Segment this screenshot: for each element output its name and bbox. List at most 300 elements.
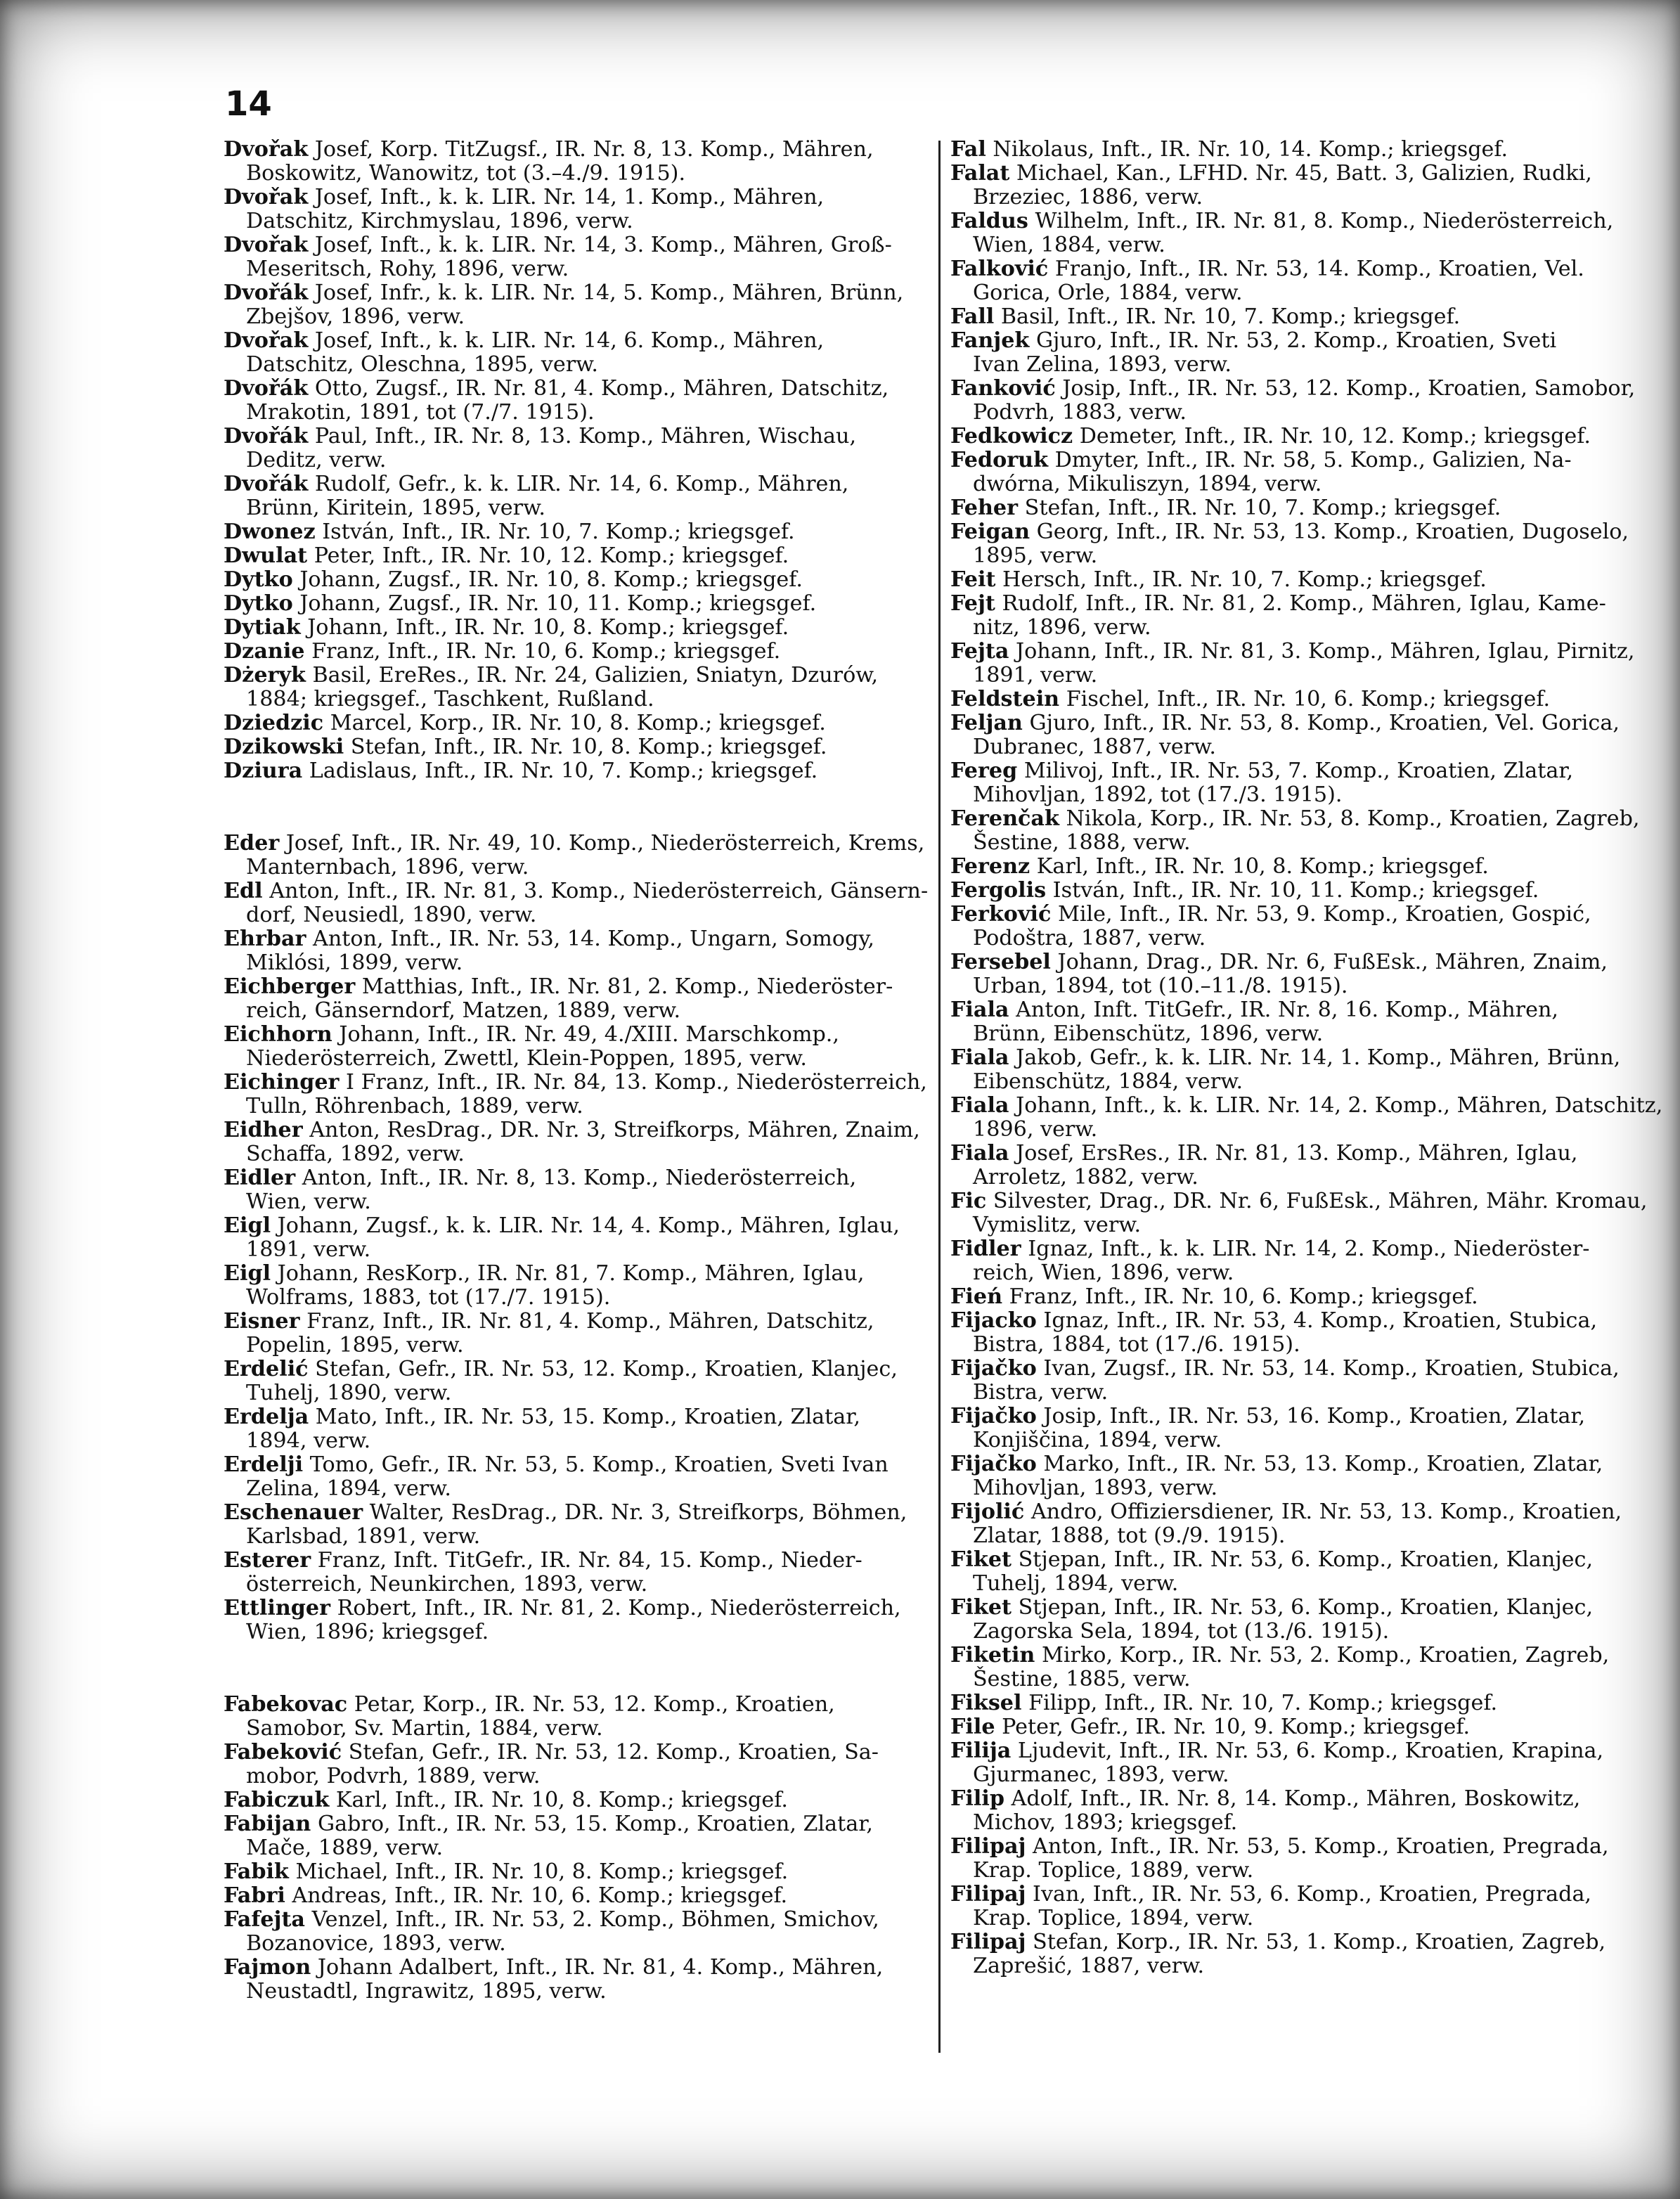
- entry-surname: Fijolić: [950, 1500, 1025, 1524]
- entry-surname: Fedkowicz: [950, 424, 1073, 449]
- entry-text: Gjuro, Inft., IR. Nr. 53, 2. Komp., Kroatien, Sveti: [1029, 328, 1557, 353]
- entry-first-line: [950, 688, 1653, 711]
- directory-entry: [224, 1884, 926, 1908]
- entry-first-line: [950, 950, 1653, 974]
- entry-surname: Filija: [950, 1739, 1012, 1763]
- directory-entry: [950, 1548, 1653, 1596]
- directory-entry: [950, 1093, 1663, 1142]
- directory-entry: [950, 1715, 1653, 1739]
- directory-entry: [224, 664, 926, 711]
- right-column: [950, 137, 1663, 1978]
- entry-surname: Filip: [950, 1786, 1004, 1811]
- entry-continuation-line: Podoštra, 1887, verw.: [973, 926, 1206, 950]
- directory-entry: [950, 950, 1653, 998]
- directory-entry: [224, 568, 926, 592]
- entry-text: Venzel, Inft., IR. Nr. 53, 2. Komp., Böhmen, Smichov,: [304, 1907, 879, 1932]
- entry-surname: Fabik: [224, 1859, 289, 1884]
- directory-entry: [224, 1453, 926, 1501]
- entry-surname: Fafejta: [224, 1907, 305, 1932]
- entry-text: Georg, Inft., IR. Nr. 53, 13. Komp., Kroatien, Dugoselo,: [1030, 520, 1629, 544]
- entry-first-line: [224, 1812, 926, 1836]
- directory-entry: [224, 1597, 926, 1644]
- entry-first-line: [224, 1908, 926, 1932]
- entry-continuation-line: Zagorska Sela, 1894, tot (13./6. 1915).: [973, 1619, 1390, 1644]
- entry-text: Marcel, Korp., IR. Nr. 10, 8. Komp.; kriegsgef.: [323, 711, 826, 735]
- entry-continuation-line: Wolframs, 1883, tot (17./7. 1915).: [246, 1285, 611, 1310]
- entry-first-line: [224, 1693, 926, 1717]
- entry-first-line: [224, 425, 926, 449]
- directory-entry: [224, 1262, 926, 1310]
- entry-continuation-line: Mihovljan, 1892, tot (17./3. 1915).: [973, 782, 1343, 807]
- entry-surname: Dwonez: [224, 520, 316, 544]
- entry-continuation-line: dwórna, Mikuliszyn, 1894, verw.: [973, 472, 1322, 496]
- entry-first-line: [224, 1453, 926, 1477]
- entry-continuation-line: österreich, Neunkirchen, 1893, verw.: [246, 1572, 648, 1597]
- directory-entry: [950, 640, 1653, 688]
- entry-text: Johann Adalbert, Inft., IR. Nr. 81, 4. Komp., Mähren,: [311, 1955, 884, 1980]
- directory-entry: [950, 1405, 1653, 1452]
- entry-text: Johann, Inft., k. k. LIR. Nr. 14, 2. Komp., Mähren, Datschitz,: [1009, 1093, 1663, 1118]
- entry-first-line: [224, 1884, 926, 1908]
- entry-continuation-line: Gorica, Orle, 1884, verw.: [973, 280, 1243, 305]
- entry-first-line: [224, 592, 926, 616]
- entry-first-line: [224, 1023, 926, 1047]
- entry-surname: Fijačko: [950, 1452, 1037, 1476]
- directory-entry: [224, 472, 926, 520]
- entry-text: Stjepan, Inft., IR. Nr. 53, 6. Komp., Kroatien, Klanjec,: [1011, 1547, 1594, 1572]
- entry-surname: Fijacko: [950, 1308, 1037, 1333]
- entry-first-line: [950, 568, 1653, 592]
- directory-entry: [224, 186, 926, 233]
- section-gap: [224, 783, 926, 832]
- directory-entry: [224, 520, 926, 544]
- entry-text: Anton, ResDrag., DR. Nr. 3, Streifkorps, Mähren, Znaim,: [302, 1118, 920, 1142]
- directory-entry: [224, 329, 926, 377]
- entry-text: Mato, Inft., IR. Nr. 53, 15. Komp., Kroatien, Zlatar,: [309, 1405, 860, 1429]
- entry-continuation-line: Eibenschütz, 1884, verw.: [973, 1069, 1243, 1094]
- entry-first-line: [224, 735, 926, 759]
- entry-first-line: [950, 998, 1653, 1022]
- entry-first-line: [224, 1310, 926, 1334]
- directory-entry: [224, 138, 926, 186]
- entry-first-line: [224, 138, 926, 162]
- entry-continuation-line: Bistra, 1884, tot (17./6. 1915).: [973, 1332, 1300, 1357]
- entry-first-line: [224, 1597, 926, 1620]
- entry-first-line: [224, 640, 926, 664]
- entry-first-line: [950, 496, 1653, 520]
- entry-text: Stefan, Korp., IR. Nr. 53, 1. Komp., Kroatien, Zagreb,: [1026, 1930, 1606, 1954]
- directory-entry: [950, 520, 1653, 568]
- directory-entry: [224, 1023, 926, 1071]
- entry-first-line: [950, 1691, 1653, 1715]
- entry-continuation-line: Tuhelj, 1894, verw.: [973, 1571, 1179, 1596]
- entry-text: Otto, Zugsf., IR. Nr. 81, 4. Komp., Mähren, Datschitz,: [308, 376, 889, 401]
- entry-surname: Ferenz: [950, 854, 1030, 879]
- directory-entry: [224, 711, 926, 735]
- directory-entry: [950, 903, 1653, 950]
- entry-surname: Falković: [950, 257, 1049, 281]
- entry-first-line: [224, 1118, 926, 1142]
- directory-entry: [950, 377, 1653, 425]
- entry-continuation-line: Dubranec, 1887, verw.: [973, 735, 1217, 759]
- entry-text: Fischel, Inft., IR. Nr. 10, 6. Komp.; kriegsgef.: [1059, 687, 1551, 711]
- entry-text: Josef, Infr., k. k. LIR. Nr. 14, 5. Komp., Mähren, Brünn,: [308, 280, 904, 305]
- entry-first-line: [950, 1046, 1653, 1070]
- entry-surname: Eschenauer: [224, 1500, 363, 1525]
- entry-continuation-line: Datschitz, Kirchmyslau, 1896, verw.: [246, 209, 633, 233]
- entry-surname: Fiala: [950, 1093, 1009, 1118]
- entry-first-line: [950, 1189, 1653, 1213]
- entry-surname: Dvořák: [224, 472, 309, 496]
- entry-surname: Fień: [950, 1284, 1003, 1309]
- entry-surname: Filipaj: [950, 1834, 1026, 1859]
- entry-first-line: [950, 711, 1653, 735]
- directory-entry: [224, 425, 926, 472]
- entry-continuation-line: Vymislitz, verw.: [973, 1213, 1142, 1237]
- entry-continuation-line: Šestine, 1885, verw.: [973, 1667, 1191, 1691]
- directory-entry: [224, 1166, 926, 1214]
- entry-first-line: [950, 903, 1653, 927]
- entry-continuation-line: Meseritsch, Rohy, 1896, verw.: [246, 257, 569, 281]
- entry-surname: Feher: [950, 496, 1019, 520]
- entry-first-line: [224, 544, 926, 568]
- entry-surname: Feit: [950, 567, 996, 592]
- entry-surname: Eidher: [224, 1118, 303, 1142]
- entry-first-line: [950, 1285, 1653, 1309]
- directory-entry: [950, 138, 1653, 162]
- entry-surname: Fiala: [950, 1141, 1009, 1166]
- entry-text: Basil, Inft., IR. Nr. 10, 7. Komp.; kriegsgef.: [994, 304, 1461, 329]
- entry-surname: Fejta: [950, 639, 1009, 664]
- entry-surname: Dytko: [224, 567, 293, 592]
- entry-surname: Fereg: [950, 759, 1018, 783]
- entry-surname: Falat: [950, 161, 1010, 186]
- entry-first-line: [950, 305, 1653, 329]
- section-gap: [224, 1644, 926, 1693]
- entry-text: Johann, Inft., IR. Nr. 49, 4./XIII. Marschkomp.,: [332, 1022, 839, 1047]
- entry-text: Rudolf, Inft., IR. Nr. 81, 2. Komp., Mähren, Iglau, Kame-: [995, 591, 1606, 616]
- directory-entry: [950, 1500, 1653, 1548]
- entry-first-line: [224, 1214, 926, 1238]
- directory-entry: [224, 1214, 926, 1262]
- entry-text: Stjepan, Inft., IR. Nr. 53, 6. Komp., Kroatien, Klanjec,: [1011, 1595, 1594, 1620]
- entry-first-line: [950, 1500, 1653, 1524]
- directory-entry: [950, 807, 1653, 855]
- entry-text: Mirko, Korp., IR. Nr. 53, 2. Komp., Kroatien, Zagreb,: [1035, 1643, 1610, 1668]
- entry-text: Ignaz, Inft., k. k. LIR. Nr. 14, 2. Komp., Niederöster-: [1021, 1237, 1590, 1261]
- entry-continuation-line: Podvrh, 1883, verw.: [973, 400, 1187, 425]
- entry-text: Johann, Inft., IR. Nr. 10, 8. Komp.; kriegsgef.: [300, 615, 789, 640]
- entry-continuation-line: Ivan Zelina, 1893, verw.: [973, 352, 1232, 377]
- entry-text: Stefan, Inft., IR. Nr. 10, 7. Komp.; kriegsgef.: [1018, 496, 1501, 520]
- entry-text: Marko, Inft., IR. Nr. 53, 13. Komp., Kroatien, Zlatar,: [1036, 1452, 1603, 1476]
- entry-first-line: [950, 807, 1653, 831]
- entry-text: Anton, Inft., IR. Nr. 53, 5. Komp., Kroatien, Pregrada,: [1026, 1834, 1609, 1859]
- entry-text: Franz, Inft., IR. Nr. 10, 6. Komp.; kriegsgef.: [304, 639, 781, 664]
- entry-surname: Dzanie: [224, 639, 305, 664]
- entry-continuation-line: Michov, 1893; kriegsgef.: [973, 1810, 1238, 1835]
- entry-continuation-line: Mrakotin, 1891, tot (7./7. 1915).: [246, 400, 595, 425]
- entry-surname: Ettlinger: [224, 1596, 330, 1620]
- entry-text: Tomo, Gefr., IR. Nr. 53, 5. Komp., Kroatien, Sveti Ivan: [303, 1452, 889, 1477]
- entry-text: Jakob, Gefr., k. k. LIR. Nr. 14, 1. Komp., Mähren, Brünn,: [1009, 1045, 1621, 1070]
- entry-text: Anton, Inft., IR. Nr. 53, 14. Komp., Ungarn, Somogy,: [306, 927, 874, 951]
- directory-entry: [224, 377, 926, 425]
- entry-text: Gjuro, Inft., IR. Nr. 53, 8. Komp., Kroatien, Vel. Gorica,: [1022, 711, 1620, 735]
- entry-surname: Feljan: [950, 711, 1023, 735]
- entry-surname: Fersebel: [950, 950, 1051, 974]
- entry-surname: Fedoruk: [950, 448, 1048, 472]
- entry-text: Johann, Zugsf., IR. Nr. 10, 8. Komp.; kriegsgef.: [292, 567, 803, 592]
- entry-text: Josef, ErsRes., IR. Nr. 81, 13. Komp., Mähren, Iglau,: [1009, 1141, 1578, 1166]
- entry-text: Ignaz, Inft., IR. Nr. 53, 4. Komp., Kroatien, Stubica,: [1036, 1308, 1598, 1333]
- entry-surname: Fijačko: [950, 1404, 1037, 1429]
- entry-text: Johann, Inft., IR. Nr. 81, 3. Komp., Mähren, Iglau, Pirnitz,: [1009, 639, 1635, 664]
- entry-continuation-line: 1891, verw.: [246, 1237, 371, 1262]
- entry-first-line: [224, 1358, 926, 1381]
- entry-text: Ljudevit, Inft., IR. Nr. 53, 6. Komp., Kroatien, Krapina,: [1011, 1739, 1604, 1763]
- entry-text: Walter, ResDrag., DR. Nr. 3, Streifkorps, Böhmen,: [363, 1500, 907, 1525]
- directory-entry: [950, 496, 1653, 520]
- entry-continuation-line: Niederösterreich, Zwettl, Klein-Poppen, 1895, verw.: [246, 1046, 807, 1071]
- entry-text: Anton, Inft., IR. Nr. 8, 13. Komp., Niederösterreich,: [295, 1166, 857, 1190]
- directory-entry: [950, 1835, 1653, 1883]
- entry-text: Anton, Inft., IR. Nr. 81, 3. Komp., Niederösterreich, Gänsern-: [262, 879, 929, 903]
- entry-continuation-line: Krap. Toplice, 1889, verw.: [973, 1858, 1254, 1883]
- entry-surname: Erdelja: [224, 1405, 309, 1429]
- entry-text: Franz, Inft. TitGefr., IR. Nr. 84, 15. Komp., Nieder-: [311, 1548, 862, 1573]
- entry-continuation-line: Tulln, Röhrenbach, 1889, verw.: [246, 1094, 583, 1118]
- directory-entry: [224, 1358, 926, 1405]
- entry-continuation-line: reich, Gänserndorf, Matzen, 1889, verw.: [246, 998, 681, 1023]
- entry-first-line: [224, 927, 926, 951]
- entry-surname: Fijačko: [950, 1356, 1037, 1381]
- entry-text: Matthias, Inft., IR. Nr. 81, 2. Komp., Niederöster-: [355, 974, 893, 999]
- entry-continuation-line: Arroletz, 1882, verw.: [973, 1165, 1198, 1189]
- entry-text: Andro, Offiziersdiener, IR. Nr. 53, 13. Komp., Kroatien,: [1024, 1500, 1622, 1524]
- entry-first-line: [950, 759, 1653, 783]
- entry-surname: Esterer: [224, 1548, 311, 1573]
- entry-surname: Dvořak: [224, 233, 309, 257]
- entry-continuation-line: 1895, verw.: [973, 543, 1098, 568]
- entry-text: Karl, Inft., IR. Nr. 10, 8. Komp.; kriegsgef.: [329, 1788, 788, 1812]
- entry-surname: Eisner: [224, 1309, 300, 1334]
- entry-text: Hersch, Inft., IR. Nr. 10, 7. Komp.; kriegsgef.: [995, 567, 1487, 592]
- directory-entry: [950, 711, 1653, 759]
- entry-text: Filipp, Inft., IR. Nr. 10, 7. Komp.; kriegsgef.: [1021, 1691, 1498, 1715]
- entry-surname: Fal: [950, 137, 986, 162]
- entry-first-line: [224, 472, 926, 496]
- entry-first-line: [224, 711, 926, 735]
- entry-first-line: [950, 1930, 1653, 1954]
- entry-text: Josef, Inft., k. k. LIR. Nr. 14, 1. Komp., Mähren,: [308, 185, 825, 209]
- entry-text: Stefan, Inft., IR. Nr. 10, 8. Komp.; kriegsgef.: [344, 735, 827, 759]
- directory-entry: [950, 998, 1653, 1046]
- entry-first-line: [224, 1071, 926, 1095]
- entry-surname: Fic: [950, 1189, 987, 1213]
- entry-first-line: [950, 257, 1653, 281]
- entry-continuation-line: Mače, 1889, verw.: [246, 1836, 444, 1860]
- entry-continuation-line: Samobor, Sv. Martin, 1884, verw.: [246, 1716, 603, 1741]
- entry-text: István, Inft., IR. Nr. 10, 7. Komp.; kriegsgef.: [315, 520, 795, 544]
- entry-surname: Dytiak: [224, 615, 301, 640]
- entry-surname: Eigl: [224, 1213, 271, 1238]
- entry-first-line: [950, 1787, 1653, 1811]
- entry-continuation-line: Tuhelj, 1890, verw.: [246, 1381, 452, 1405]
- entry-first-line: [950, 520, 1653, 544]
- entry-first-line: [224, 1166, 926, 1190]
- entry-text: Josip, Inft., IR. Nr. 53, 12. Komp., Kroatien, Samobor,: [1055, 376, 1636, 401]
- directory-entry: [224, 281, 926, 329]
- entry-surname: Dziedzic: [224, 711, 324, 735]
- directory-entry: [950, 449, 1653, 496]
- directory-entry: [224, 735, 926, 759]
- directory-entry: [224, 640, 926, 664]
- directory-entry: [224, 1788, 926, 1812]
- entry-continuation-line: Brünn, Kiritein, 1895, verw.: [246, 496, 545, 520]
- entry-first-line: [950, 1309, 1653, 1333]
- directory-entry: [224, 759, 926, 783]
- entry-first-line: [224, 233, 926, 257]
- directory-entry: [950, 1046, 1653, 1094]
- entry-surname: Fanjek: [950, 328, 1030, 353]
- entry-continuation-line: Karlsbad, 1891, verw.: [246, 1524, 481, 1549]
- directory-entry: [950, 688, 1653, 711]
- entry-surname: Ferenčak: [950, 806, 1059, 831]
- entry-surname: Erdelji: [224, 1452, 304, 1477]
- entry-continuation-line: Wien, 1896; kriegsgef.: [246, 1620, 489, 1644]
- entry-text: Dmyter, Inft., IR. Nr. 58, 5. Komp., Galizien, Na-: [1048, 448, 1572, 472]
- entry-continuation-line: Bozanovice, 1893, verw.: [246, 1931, 506, 1956]
- directory-entry: [224, 1501, 926, 1549]
- entry-continuation-line: Neustadtl, Ingrawitz, 1895, verw.: [246, 1979, 607, 2004]
- entry-surname: Dvořák: [224, 280, 309, 305]
- entry-first-line: [224, 879, 929, 903]
- entry-continuation-line: 1884; kriegsgef., Taschkent, Rußland.: [246, 687, 654, 711]
- directory-entry: [950, 1596, 1653, 1644]
- entry-surname: Fabijan: [224, 1812, 311, 1836]
- directory-entry: [224, 1812, 926, 1860]
- entry-text: Petar, Korp., IR. Nr. 53, 12. Komp., Kroatien,: [347, 1692, 835, 1717]
- entry-first-line: [224, 1741, 926, 1765]
- entry-text: Robert, Inft., IR. Nr. 81, 2. Komp., Niederösterreich,: [330, 1596, 901, 1620]
- entry-text: Franjo, Inft., IR. Nr. 53, 14. Komp., Kroatien, Vel.: [1048, 257, 1584, 281]
- directory-entry: [950, 305, 1653, 329]
- entry-continuation-line: Zlatar, 1888, tot (9./9. 1915).: [973, 1523, 1286, 1548]
- entry-surname: Fabekovac: [224, 1692, 348, 1717]
- entry-surname: Dziura: [224, 759, 303, 783]
- entry-surname: Fall: [950, 304, 995, 329]
- entry-continuation-line: Zbejšov, 1896, verw.: [246, 304, 465, 329]
- entry-surname: Fajmon: [224, 1955, 311, 1980]
- entry-surname: Dvořak: [224, 185, 309, 209]
- entry-text: Peter, Gefr., IR. Nr. 10, 9. Komp.; kriegsgef.: [995, 1715, 1471, 1739]
- directory-entry: [224, 832, 926, 879]
- entry-surname: Eichhorn: [224, 1022, 332, 1047]
- entry-surname: Fiala: [950, 1045, 1009, 1070]
- entry-continuation-line: Bistra, verw.: [973, 1380, 1109, 1405]
- directory-entry: [950, 209, 1653, 257]
- entry-first-line: [950, 1715, 1653, 1739]
- entry-first-line: [224, 975, 926, 999]
- entry-first-line: [950, 209, 1653, 233]
- entry-first-line: [950, 1596, 1653, 1620]
- directory-entry: [950, 568, 1653, 592]
- entry-first-line: [224, 520, 926, 544]
- directory-entry: [224, 616, 926, 640]
- entry-first-line: [950, 449, 1653, 472]
- directory-entry: [224, 975, 926, 1023]
- directory-entry: [224, 1549, 926, 1597]
- directory-entry: [950, 1739, 1653, 1787]
- entry-text: Franz, Inft., IR. Nr. 81, 4. Komp., Mähren, Datschitz,: [299, 1309, 874, 1334]
- entry-continuation-line: 1896, verw.: [973, 1117, 1098, 1142]
- directory-entry: [950, 1189, 1653, 1237]
- entry-first-line: [224, 1501, 926, 1525]
- entry-first-line: [950, 1548, 1653, 1572]
- entry-first-line: [950, 640, 1653, 664]
- entry-continuation-line: reich, Wien, 1896, verw.: [973, 1260, 1234, 1285]
- directory-entry: [224, 927, 926, 975]
- entry-surname: Dżeryk: [224, 663, 306, 688]
- entry-text: Milivoj, Inft., IR. Nr. 53, 7. Komp., Kroatien, Zlatar,: [1017, 759, 1574, 783]
- entry-surname: File: [950, 1715, 995, 1739]
- entry-first-line: [950, 855, 1653, 879]
- directory-entry: [224, 1693, 926, 1741]
- entry-first-line: [950, 879, 1653, 903]
- entry-first-line: [224, 186, 926, 209]
- directory-entry: [224, 1908, 926, 1956]
- entry-surname: Fanković: [950, 376, 1056, 401]
- directory-entry: [950, 855, 1653, 879]
- entry-surname: Erdelić: [224, 1357, 309, 1381]
- entry-surname: Fiket: [950, 1595, 1012, 1620]
- entry-text: Josef, Inft., k. k. LIR. Nr. 14, 6. Komp., Mähren,: [308, 328, 825, 353]
- entry-text: Johann, Zugsf., k. k. LIR. Nr. 14, 4. Komp., Mähren, Iglau,: [271, 1213, 900, 1238]
- entry-surname: Eichinger: [224, 1070, 340, 1095]
- entry-text: Mile, Inft., IR. Nr. 53, 9. Komp., Kroatien, Gospić,: [1051, 902, 1591, 927]
- entry-continuation-line: dorf, Neusiedl, 1890, verw.: [246, 903, 537, 927]
- entry-first-line: [224, 1956, 926, 1980]
- entry-continuation-line: Brzeziec, 1886, verw.: [973, 185, 1203, 209]
- entry-text: Stefan, Gefr., IR. Nr. 53, 12. Komp., Kroatien, Klanjec,: [308, 1357, 898, 1381]
- entry-text: Peter, Inft., IR. Nr. 10, 12. Komp.; kriegsgef.: [307, 543, 789, 568]
- entry-text: Josef, Inft., k. k. LIR. Nr. 14, 3. Komp., Mähren, Groß-: [308, 233, 892, 257]
- entry-first-line: [224, 664, 926, 688]
- entry-continuation-line: 1891, verw.: [973, 663, 1098, 688]
- entry-text: Johann, Zugsf., IR. Nr. 10, 11. Komp.; kriegsgef.: [292, 591, 817, 616]
- directory-entry: [950, 1285, 1653, 1309]
- entry-surname: Ferković: [950, 902, 1052, 927]
- directory-entry: [950, 425, 1653, 449]
- entry-first-line: [224, 281, 926, 305]
- entry-first-line: [224, 377, 926, 401]
- entry-continuation-line: Urban, 1894, tot (10.–11./8. 1915).: [973, 974, 1348, 998]
- column-divider: [938, 141, 941, 2053]
- entry-text: Franz, Inft., IR. Nr. 10, 6. Komp.; kriegsgef.: [1002, 1284, 1478, 1309]
- entry-text: Karl, Inft., IR. Nr. 10, 8. Komp.; kriegsgef.: [1030, 854, 1489, 879]
- directory-entry: [950, 1787, 1653, 1835]
- entry-surname: Dvořak: [224, 137, 309, 162]
- directory-entry: [950, 1309, 1653, 1357]
- directory-entry: [224, 1956, 926, 2004]
- entry-surname: Dvořak: [224, 328, 309, 353]
- entry-surname: Eidler: [224, 1166, 296, 1190]
- entry-surname: Fiksel: [950, 1691, 1022, 1715]
- entry-first-line: [950, 162, 1653, 186]
- entry-first-line: [224, 759, 926, 783]
- entry-text: Johann, ResKorp., IR. Nr. 81, 7. Komp., Mähren, Iglau,: [271, 1261, 865, 1286]
